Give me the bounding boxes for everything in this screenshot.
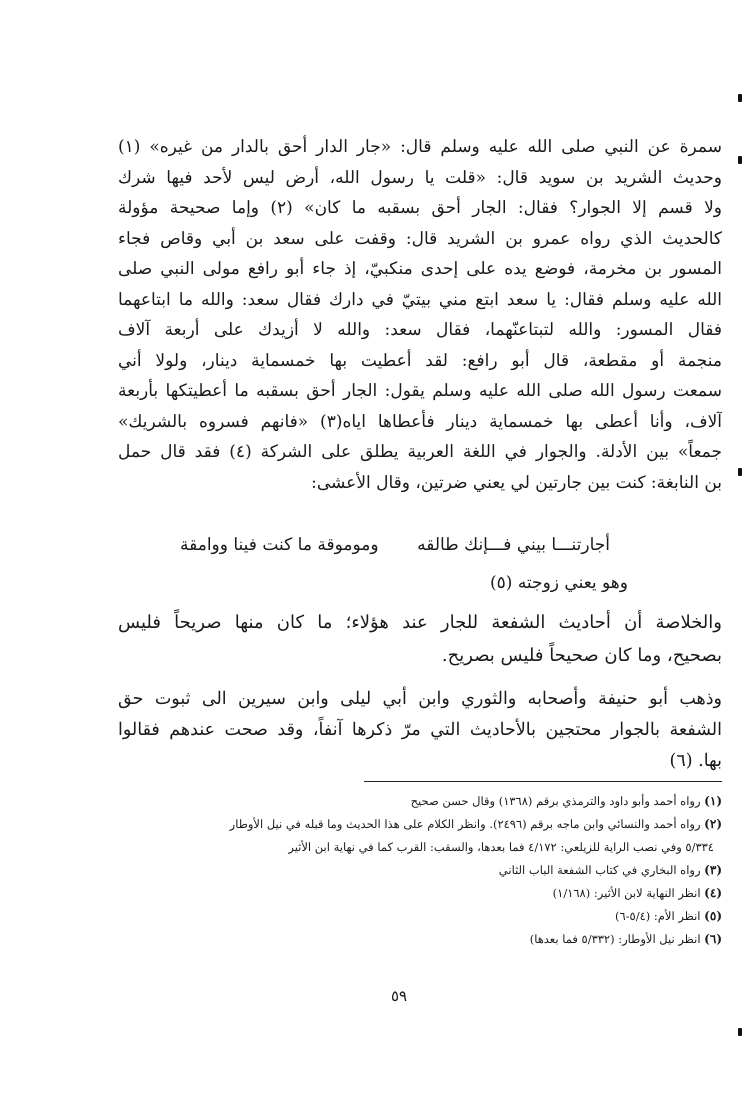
- footnote-number: (٤): [704, 886, 722, 900]
- text-line: سمعت رسول الله صلى الله عليه وسلم يقول: الجار أحق بسقبه ما أعطيتكها بأربعة: [118, 381, 722, 401]
- footnotes: [130, 790, 722, 951]
- page-number: ٥٩: [390, 987, 408, 1005]
- text-line: الشفعة بالجوار محتجين بالأحاديث التي مرّ ذكرها آنفاً، وقد صحت عندهم فقالوا: [118, 720, 722, 740]
- closing-paragraph: [118, 684, 722, 777]
- footnote-text: انظر النهاية لابن الأثير: (١/١٦٨): [552, 886, 701, 900]
- verse-second-hemistich: وموموقة ما كنت فينا ووامقة: [180, 535, 379, 555]
- text-line: والخلاصة أن أحاديث الشفعة للجار عند هؤلاء؛ ما كان منها صريحاً فليس: [118, 612, 722, 633]
- scan-speck: [738, 1028, 742, 1036]
- text-line: جمعاً» بين الأدلة. والجوار في اللغة العربية يطلق على الشركة (٤) فقد قال حمل: [118, 442, 722, 462]
- text-line: منجمة أو مقطعة، قال أبو رافع: لقد أعطيت بها خمسماية دينار، ولولا أني: [118, 350, 722, 371]
- footnote: [130, 813, 722, 836]
- footnote: [130, 859, 722, 882]
- text-line: سمرة عن النبي صلى الله عليه وسلم قال: «جار الدار أحق بالدار من غيره» (١): [118, 137, 722, 157]
- text-line: وحديث الشريد بن سويد قال: «قلت يا رسول الله، أرض ليس لأحد فيها شرك: [118, 167, 722, 188]
- text-line: بن النابغة: كنت بين جارتين لي يعني ضرتين، وقال الأعشى:: [311, 472, 722, 493]
- summary-paragraph: [118, 606, 722, 672]
- text-line: ولا قسم إلا الجوار؟ فقال: الجار أحق بسقبه ما كان» (٢) وإما صحيحة مؤولة: [118, 198, 722, 218]
- scan-speck: [738, 156, 742, 164]
- text-line: المسور بن مخرمة، فوضع يده على إحدى منكبيّ، إذ جاء أبو رافع مولى النبي صلى: [118, 259, 722, 279]
- footnote-number: (٢): [704, 817, 722, 831]
- footnote-number: (١): [704, 794, 722, 808]
- main-paragraph: [118, 132, 722, 498]
- footnote-number: (٣): [704, 863, 722, 877]
- footnote-text: انظر نيل الأوطار: (٥/٣٣٢ فما بعدها): [529, 932, 701, 946]
- poetry-verse: [180, 530, 610, 560]
- footnote-separator: [364, 781, 722, 782]
- footnote-number: (٦): [704, 932, 722, 946]
- text-line: وذهب أبو حنيفة وأصحابه والثوري وابن أبي ليلى وابن سيرين الى ثبوت حق: [118, 689, 722, 709]
- footnote: [130, 790, 722, 813]
- footnote-text: رواه أحمد والنسائي وابن ماجه برقم (٢٤٩٦). وانظر الكلام على هذا الحديث وما قبله في نيل الأوطار: [229, 817, 701, 831]
- footnote-text: رواه البخاري في كتاب الشفعة الباب الثاني: [498, 863, 701, 877]
- text-line: كالحديث الذي رواه عمرو بن الشريد قال: وقفت على سعد بن أبي وقاص فجاء: [118, 228, 722, 249]
- footnote: [130, 882, 722, 905]
- footnote-text: رواه أحمد وأبو داود والترمذي برقم (١٣٦٨) وقال حسن صحيح: [410, 794, 701, 808]
- footnote: [130, 905, 722, 928]
- footnote-text: ٥/٣٣٤ وفي نصب الراية للزيلعي: ٤/١٧٢ فما بعدها، والسقب: القرب كما في نهاية ابن الأثير: [288, 840, 714, 854]
- text-line: فقال المسور: والله لتبتاعنّهما، فقال سعد: والله لا أزيدك على أربعة آلاف: [118, 320, 722, 340]
- verse-first-hemistich: أجارتنـــا بيني فـــإنك طالقه: [417, 535, 610, 555]
- scan-speck: [738, 94, 742, 102]
- text-line: آلاف، وأنا أعطى بها خمسماية دينار فأعطاها اياه(٣) «فانهم فسروه بالشريك»: [118, 411, 722, 432]
- footnote-continuation: [130, 836, 722, 859]
- scan-speck: [738, 468, 742, 476]
- text-line: بصحيح، وما كان صحيحاً فليس بصريح.: [441, 645, 722, 666]
- text-line: بها. (٦): [669, 751, 722, 771]
- footnote: [130, 928, 722, 951]
- verse-continuation: وهو يعني زوجته (٥): [490, 573, 628, 593]
- text-line: الله عليه وسلم فقال: يا سعد ابتع مني بيتيّ في دارك فقال سعد: والله ما ابتاعهما: [118, 289, 722, 310]
- footnote-number: (٥): [704, 909, 722, 923]
- footnote-text: انظر الأم: (٥/٤-٦): [614, 909, 701, 923]
